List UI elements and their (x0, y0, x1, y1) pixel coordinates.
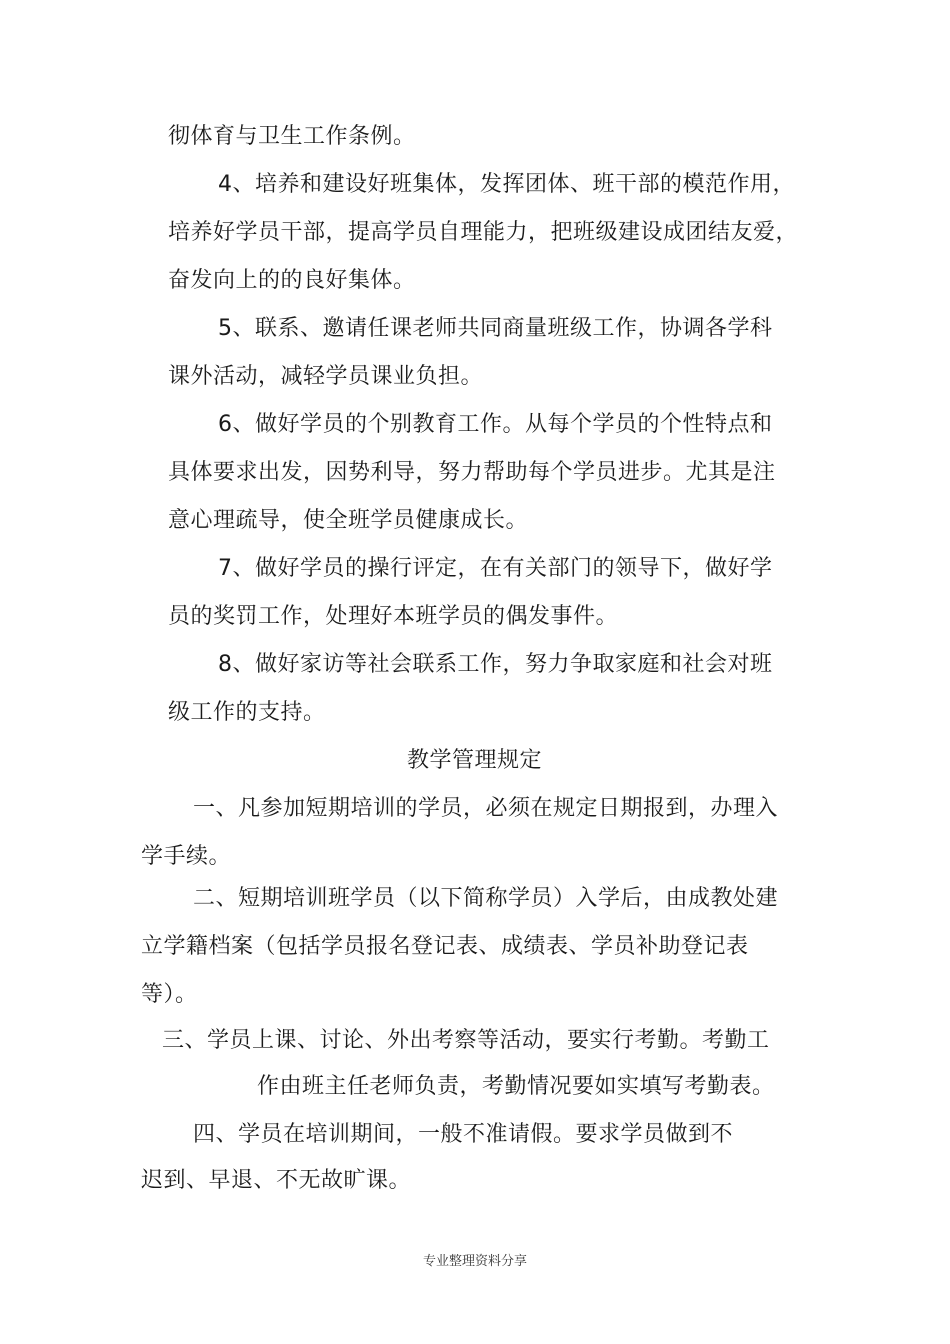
item-6-line-3: 意心理疏导，使全班学员健康成长。 (168, 508, 529, 533)
item-6-line-1: 6、做好学员的个别教育工作。从每个学员的个性特点和 (218, 412, 773, 437)
item-5-line-2: 课外活动，减轻学员课业负担。 (168, 364, 484, 389)
rule-3-line-2: 作由班主任老师负责，考勤情况要如实填写考勤表。 (257, 1074, 775, 1099)
rule-4-line-1: 四、学员在培训期间，一般不准请假。要求学员做到不 (193, 1122, 734, 1147)
item-5-line-1: 5、联系、邀请任课老师共同商量班级工作，协调各学科 (218, 316, 773, 341)
item-6-line-2: 具体要求出发，因势利导，努力帮助每个学员进步。尤其是注 (168, 460, 776, 485)
item-4-line-2: 培养好学员干部，提高学员自理能力，把班级建设成团结友爱， (168, 220, 799, 245)
rule-4-line-2: 迟到、早退、不无故旷课。 (141, 1168, 412, 1193)
paragraph-line: 彻体育与卫生工作条例。 (168, 124, 416, 149)
item-4-line-1: 4、培养和建设好班集体，发挥团体、班干部的模范作用， (218, 172, 795, 197)
section-title: 教学管理规定 (407, 748, 543, 773)
rule-2-line-2: 立学籍档案（包括学员报名登记表、成绩表、学员补助登记表 (141, 934, 749, 959)
rule-1-line-2: 学手续。 (141, 844, 232, 869)
rule-2-line-3: 等）。 (141, 982, 198, 1007)
item-7-line-2: 员的奖罚工作，处理好本班学员的偶发事件。 (168, 604, 619, 629)
item-7-line-1: 7、做好学员的操行评定，在有关部门的领导下，做好学 (218, 556, 773, 581)
item-8-line-2: 级工作的支持。 (168, 700, 326, 725)
rule-3-line-1: 三、学员上课、讨论、外出考察等活动，要实行考勤。考勤工 (162, 1028, 770, 1053)
item-4-line-3: 奋发向上的的良好集体。 (168, 268, 416, 293)
item-8-line-1: 8、做好家访等社会联系工作，努力争取家庭和社会对班 (218, 652, 773, 677)
rule-1-line-1: 一、凡参加短期培训的学员，必须在规定日期报到，办理入 (193, 796, 779, 821)
rule-2-line-1: 二、短期培训班学员（以下简称学员）入学后，由成教处建 (193, 886, 779, 911)
page-footer: 专业整理资料分享 (422, 1254, 527, 1269)
